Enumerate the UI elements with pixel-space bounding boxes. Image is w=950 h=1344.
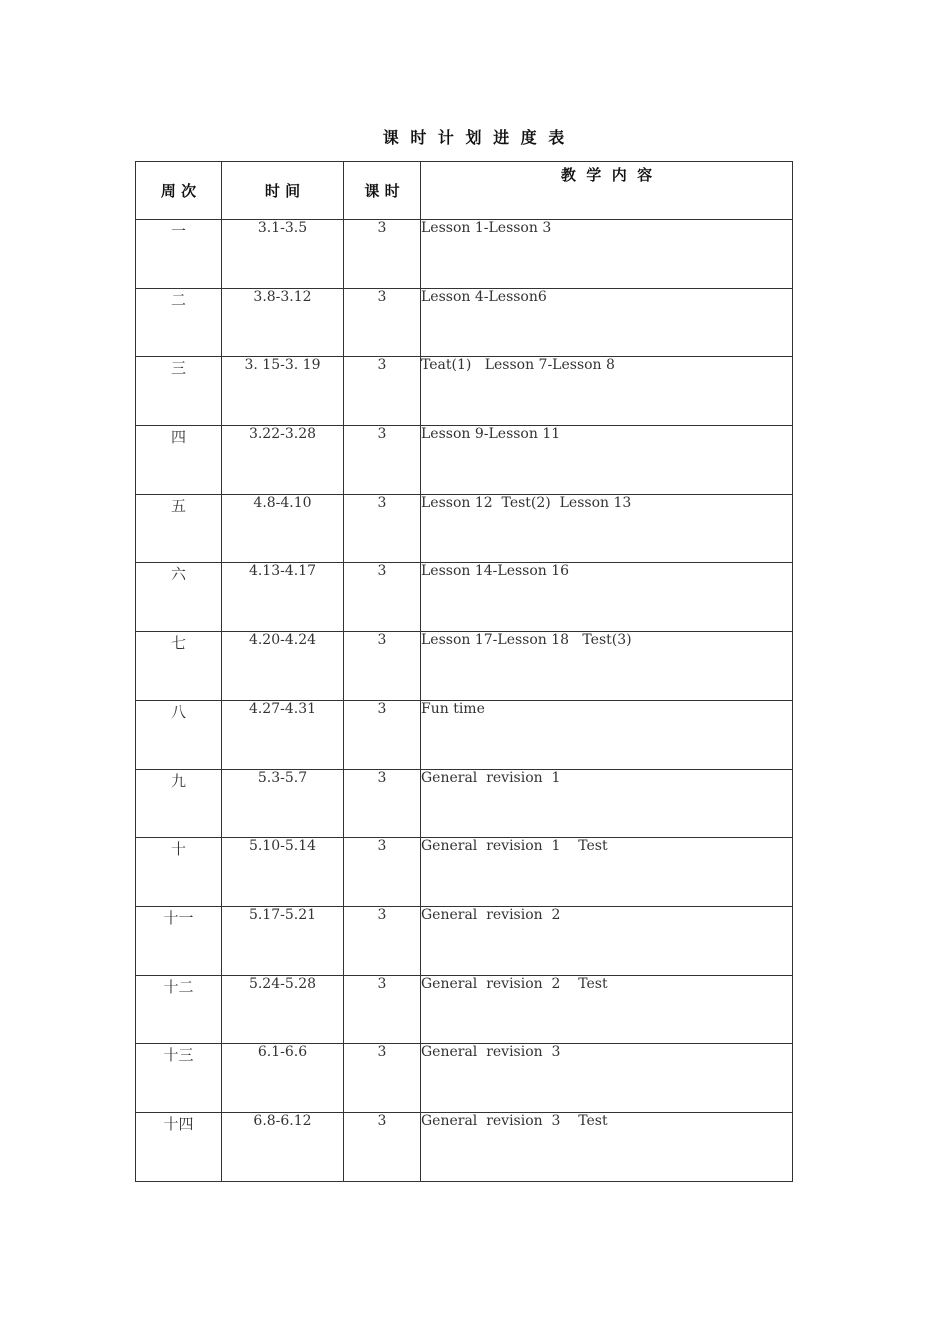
hours-cell: 3 <box>344 975 421 1044</box>
date-cell: 4.8-4.10 <box>222 494 344 563</box>
date-cell: 4.13-4.17 <box>222 563 344 632</box>
table-body <box>136 220 793 1182</box>
content-cell: General revision 2 Test <box>421 975 793 1044</box>
date-cell: 5.24-5.28 <box>222 975 344 1044</box>
content-cell: General revision 3 <box>421 1044 793 1113</box>
table-row <box>136 975 793 1044</box>
hours-cell: 3 <box>344 632 421 701</box>
date-cell: 3.1-3.5 <box>222 220 344 289</box>
table-row <box>136 906 793 975</box>
hours-cell: 3 <box>344 769 421 838</box>
table-row <box>136 769 793 838</box>
table-row <box>136 357 793 426</box>
content-cell: Fun time <box>421 700 793 769</box>
hours-cell: 3 <box>344 288 421 357</box>
content-cell: General revision 1 Test <box>421 838 793 907</box>
date-cell: 5.3-5.7 <box>222 769 344 838</box>
table-row <box>136 838 793 907</box>
table-row <box>136 700 793 769</box>
date-cell: 5.10-5.14 <box>222 838 344 907</box>
schedule-table <box>135 161 793 1182</box>
date-cell: 4.20-4.24 <box>222 632 344 701</box>
week-cell: 十一 <box>136 906 222 975</box>
week-cell: 十 <box>136 838 222 907</box>
week-cell: 六 <box>136 563 222 632</box>
week-cell: 十三 <box>136 1044 222 1113</box>
date-cell: 6.8-6.12 <box>222 1112 344 1181</box>
date-cell: 4.27-4.31 <box>222 700 344 769</box>
date-cell: 3. 15-3. 19 <box>222 357 344 426</box>
table-row <box>136 563 793 632</box>
week-cell: 一 <box>136 220 222 289</box>
content-cell: Lesson 14-Lesson 16 <box>421 563 793 632</box>
header-date: 时 间 <box>222 162 344 220</box>
hours-cell: 3 <box>344 700 421 769</box>
hours-cell: 3 <box>344 1112 421 1181</box>
week-cell: 七 <box>136 632 222 701</box>
hours-cell: 3 <box>344 426 421 495</box>
header-hours: 课 时 <box>344 162 421 220</box>
content-cell: Lesson 17-Lesson 18 Test(3) <box>421 632 793 701</box>
table-row <box>136 288 793 357</box>
week-cell: 十四 <box>136 1112 222 1181</box>
content-cell: Teat(1) Lesson 7-Lesson 8 <box>421 357 793 426</box>
week-cell: 四 <box>136 426 222 495</box>
content-cell: Lesson 4-Lesson6 <box>421 288 793 357</box>
date-cell: 3.8-3.12 <box>222 288 344 357</box>
table-row <box>136 1044 793 1113</box>
page-title: 课 时 计 划 进 度 表 <box>382 128 568 147</box>
table-row <box>136 426 793 495</box>
table-header-row <box>136 162 793 220</box>
date-cell: 6.1-6.6 <box>222 1044 344 1113</box>
header-week: 周 次 <box>136 162 222 220</box>
hours-cell: 3 <box>344 494 421 563</box>
table-row <box>136 494 793 563</box>
content-cell: Lesson 12 Test(2) Lesson 13 <box>421 494 793 563</box>
week-cell: 八 <box>136 700 222 769</box>
header-content: 教 学 内 容 <box>421 162 793 220</box>
hours-cell: 3 <box>344 838 421 907</box>
hours-cell: 3 <box>344 1044 421 1113</box>
content-cell: Lesson 1-Lesson 3 <box>421 220 793 289</box>
week-cell: 五 <box>136 494 222 563</box>
table-row <box>136 1112 793 1181</box>
hours-cell: 3 <box>344 220 421 289</box>
content-cell: General revision 1 <box>421 769 793 838</box>
date-cell: 3.22-3.28 <box>222 426 344 495</box>
table-row <box>136 220 793 289</box>
week-cell: 二 <box>136 288 222 357</box>
hours-cell: 3 <box>344 563 421 632</box>
content-cell: General revision 3 Test <box>421 1112 793 1181</box>
hours-cell: 3 <box>344 357 421 426</box>
date-cell: 5.17-5.21 <box>222 906 344 975</box>
table-row <box>136 632 793 701</box>
week-cell: 九 <box>136 769 222 838</box>
week-cell: 十二 <box>136 975 222 1044</box>
week-cell: 三 <box>136 357 222 426</box>
content-cell: Lesson 9-Lesson 11 <box>421 426 793 495</box>
content-cell: General revision 2 <box>421 906 793 975</box>
hours-cell: 3 <box>344 906 421 975</box>
